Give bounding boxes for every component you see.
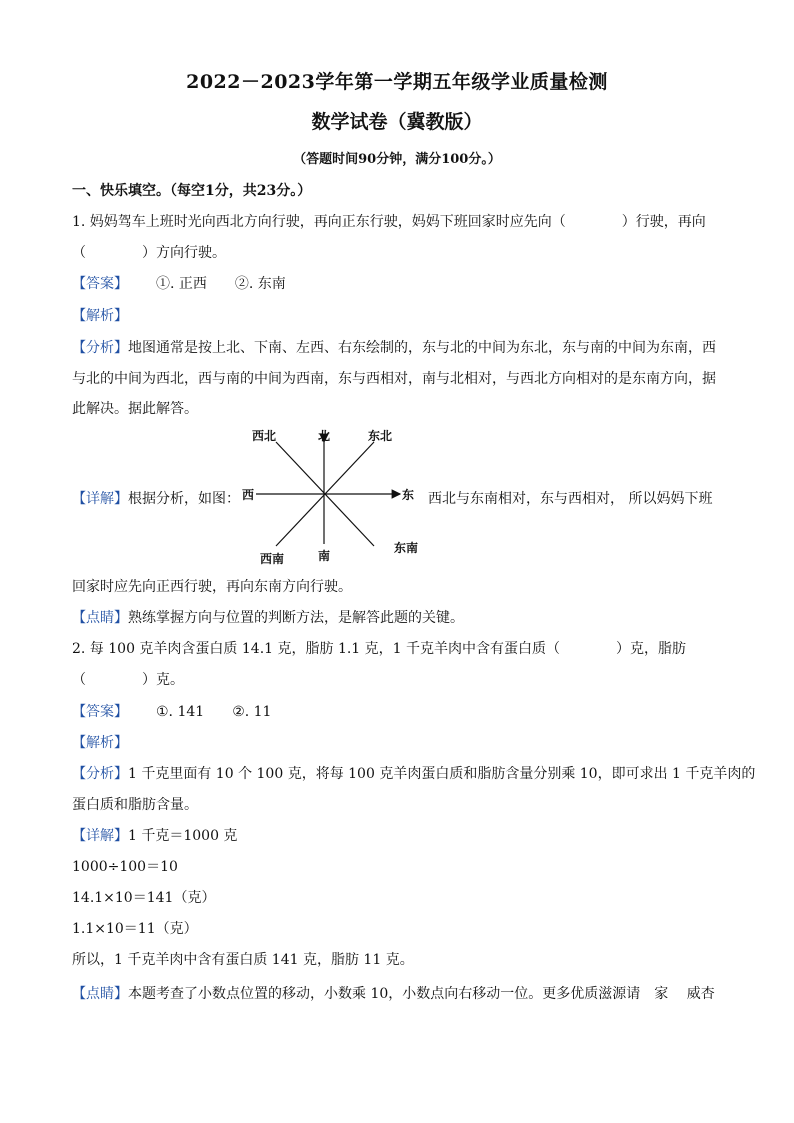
q2-text-line2: （ ）克。	[72, 672, 184, 688]
q1-analysis-line1	[72, 338, 722, 358]
answer-tag: 【答案】	[72, 276, 128, 292]
q2-analysis-text1: 1 千克里面有 10 个 100 克，将每 100 克羊肉蛋白质和脂肪含量分别乘 10，即可求出 1 千克羊肉的	[128, 766, 756, 782]
q2-answer-2: ②. 11	[232, 704, 272, 720]
q2-conclusion: 所以，1 千克羊肉中含有蛋白质 141 克，脂肪 11 克。	[72, 952, 414, 968]
q1-comment-text: 熟练掌握方向与位置的判断方法，是解答此题的关键。	[128, 610, 464, 626]
q1-detail-after: 西北与东南相对，东与西相对， 所以妈妈下班	[428, 491, 713, 507]
exam-note: （答题时间90分钟，满分100分。）	[293, 152, 501, 167]
q2-comment	[72, 984, 722, 1004]
q1-text-line2: （ ）方向行驶。	[72, 245, 226, 261]
answer-tag: 【答案】	[72, 704, 128, 720]
q1-text-line1: 1. 妈妈驾车上班时光向西北方向行驶，再向正东行驶，妈妈下班回家时应先向（ ）行驶，再向	[72, 214, 706, 230]
comment-tag: 【点睛】	[72, 610, 128, 626]
q2-analysis-line1	[72, 764, 756, 784]
q1-answer-2: ②. 东南	[234, 276, 286, 292]
q2-calc-1: 1000÷100＝10	[72, 859, 178, 875]
label-west: 西	[242, 488, 255, 502]
q1-detail-intro: 根据分析，如图：	[128, 491, 240, 507]
label-southeast: 东南	[394, 541, 419, 555]
analysis-tag: 【分析】	[72, 340, 128, 356]
q1-answer	[72, 274, 722, 294]
label-south: 南	[318, 549, 331, 563]
q2-calc-2: 14.1×10＝141（克）	[72, 890, 216, 906]
label-southwest: 西南	[260, 552, 285, 566]
detail-tag: 【详解】	[72, 491, 128, 507]
q1-analysis-line2: 与北的中间为西北，西与南的中间为西南，东与西相对，南与北相对，与西北方向相对的是东南方向，据	[72, 371, 716, 387]
label-north: 北	[318, 429, 331, 443]
q2-calc-3: 1.1×10＝11（克）	[72, 921, 198, 937]
q2-detail-text1: 1 千克＝1000 克	[128, 828, 238, 844]
q2-comment-text: 本题考查了小数点位置的移动，小数乘 10，小数点向右移动一位。更多优质滋源请 家 威杏	[128, 986, 715, 1002]
q1-jiexi-tag: 【解析】	[72, 308, 128, 324]
exam-subtitle: 数学试卷（冀教版）	[311, 111, 483, 133]
q2-analysis-line2: 蛋白质和脂肪含量。	[72, 797, 198, 813]
q2-answer-1: ①. 141	[156, 704, 205, 720]
q2-jiexi-tag: 【解析】	[72, 735, 128, 751]
detail-tag: 【详解】	[72, 828, 128, 844]
label-northeast: 东北	[368, 429, 393, 443]
q2-text-line1: 2. 每 100 克羊肉含蛋白质 14.1 克，脂肪 1.1 克，1 千克羊肉中含有蛋白质（ ）克，脂肪	[72, 641, 687, 657]
q2-answer	[72, 702, 722, 722]
q1-answer-1: ①. 正西	[156, 276, 207, 292]
label-east: 东	[402, 488, 415, 502]
q1-comment	[72, 608, 722, 628]
comment-tag: 【点睛】	[72, 986, 128, 1002]
q2-detail-line1	[72, 826, 722, 846]
label-northwest: 西北	[252, 429, 277, 443]
section-heading: 一、快乐填空。（每空1分，共23分。）	[72, 183, 312, 199]
q1-analysis-text1: 地图通常是按上北、下南、左西、右东绘制的，东与北的中间为东北，东与南的中间为东南，西	[128, 340, 716, 356]
q1-detail-line2: 回家时应先向正西行驶，再向东南方向行驶。	[72, 579, 352, 595]
q1-analysis-line3: 此解决。据此解答。	[72, 401, 198, 417]
exam-title: 2022－2023学年第一学期五年级学业质量检测	[186, 71, 608, 93]
analysis-tag: 【分析】	[72, 766, 128, 782]
